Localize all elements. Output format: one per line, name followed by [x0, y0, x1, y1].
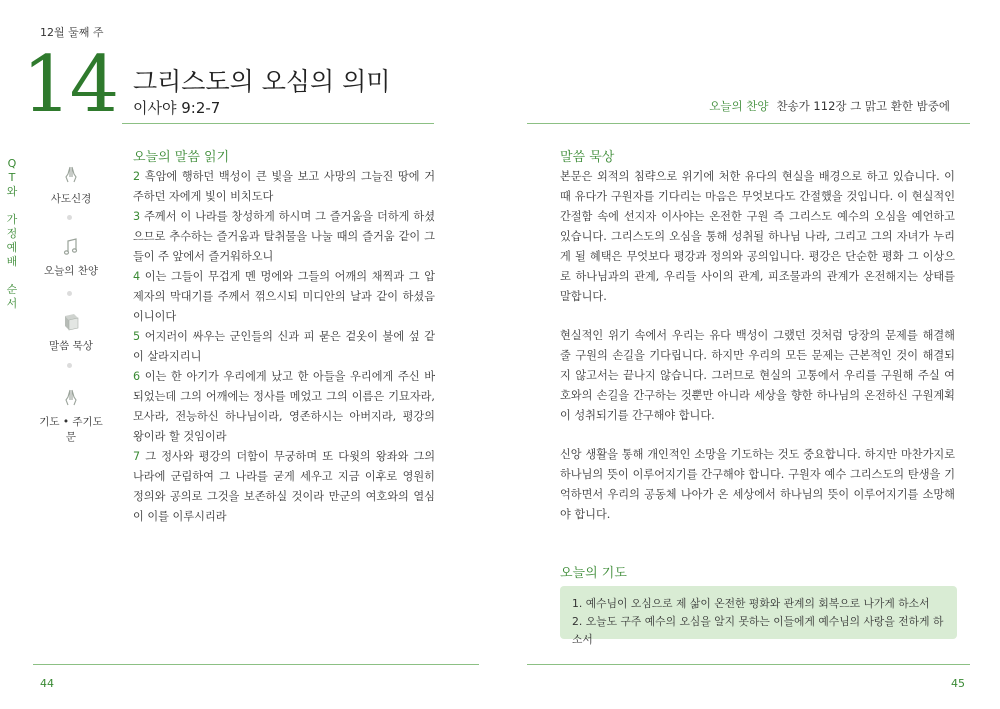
left-footer-rule [33, 664, 479, 665]
hymn-text: 찬송가 112장 그 맑고 환한 밤중에 [776, 99, 950, 113]
vertical-char: 정 [6, 227, 18, 240]
sidebar-item-label: 말씀 묵상 [49, 340, 93, 352]
separator-dot [67, 291, 72, 296]
right-footer-rule [527, 664, 970, 665]
verse: 6 이는 한 아기가 우리에게 났고 한 아들을 우리에게 주신 바 되었는데 그의 어깨에는 정사를 메었고 그의 이름은 기묘자라, 모사라, 전능하신 하나님이라, 영존하시는 아버지라, 평강의 왕이라 할 것임이라 [133, 370, 435, 443]
left-page-number: 44 [40, 677, 54, 690]
sidebar-item-label: 오늘의 찬양 [43, 265, 99, 277]
verse: 7 그 정사와 평강의 더함이 무궁하며 또 다윗의 왕좌와 그의 나라에 군림하여 그 나라를 굳게 세우고 지금 이후로 영원히 정의와 공의로 그것을 보존하실 것이라 만군의 여호와의 열심이 이를 이루시리라 [133, 450, 436, 523]
hymn-of-day [709, 98, 950, 114]
prayer-item: 2. 오늘도 구주 예수의 오심을 알지 못하는 이들에게 예수님의 사랑을 전하게 하소서 [572, 615, 944, 646]
vertical-char: 예 [6, 241, 18, 254]
bible-book-icon [61, 312, 81, 332]
sidebar-item-creed [40, 165, 102, 206]
verse: 3 주께서 이 나라를 창성하게 하시며 그 즐거움을 더하게 하셨으므로 추수하는 즐거움과 탈취물을 나눌 때의 즐거움 같이 그들이 주 앞에서 즐거워하오니 [133, 210, 435, 263]
page-title: 그리스도의 오심의 의미 [133, 67, 391, 96]
music-note-icon [61, 237, 81, 257]
sidebar-item-prayer [37, 388, 105, 444]
left-header-rule [122, 123, 434, 124]
verse: 2 흑암에 행하던 백성이 큰 빛을 보고 사망의 그늘진 땅에 거주하던 자에게 빛이 비치도다 [133, 170, 435, 203]
meditation-paragraph: 본문은 외적의 침략으로 위기에 처한 유다의 현실을 배경으로 하고 있습니다. 이때 유다가 구원자를 기다리는 마음은 무엇보다도 간절했을 것입니다. 이 현실적인 간절함 속에 선지자 이사야는 온전한 구원 즉 그리스도 예수의 오심을 예언하고 있습니다. 그리스도의 오심을 통해 성취될 하나님 나라, 그리고 그의 자녀가 누리게 될 혜택은 무엇보다 평강과 정의와 공의입니다. 평강은 단순한 평화 그 이상으로 하나님과의 관계, 우리들 사이의 관계, 피조물과의 관계가 온전해지는 상태를 말합니다. [560, 170, 955, 303]
praying-hands-icon [61, 388, 81, 408]
qt-order-vertical-label [5, 157, 19, 311]
verse: 5 어지러이 싸우는 군인들의 신과 피 묻은 겉옷이 불에 섶 같이 살라지리니 [133, 330, 435, 363]
prayer-list [560, 586, 957, 649]
vertical-char: 와 [6, 185, 18, 198]
prayer-item: 1. 예수님이 오심으로 제 삶이 온전한 평화와 관계의 회복으로 나가게 하소서 [572, 597, 930, 610]
prayer-heading: 오늘의 기도 [560, 566, 627, 581]
verse: 4 이는 그들이 무겁게 멘 멍에와 그들의 어깨의 채찍과 그 압제자의 막대기를 주께서 꺾으시되 미디안의 날과 같이 하셨음이니이다 [133, 270, 435, 323]
sidebar-item-hymn [40, 237, 102, 278]
hymn-label: 오늘의 찬양 [709, 99, 769, 113]
bible-reading-text [133, 167, 435, 527]
scripture-reference: 이사야 9:2-7 [133, 99, 221, 117]
right-header-rule [527, 123, 970, 124]
day-number: 14 [22, 40, 118, 130]
right-page-number: 45 [951, 677, 965, 690]
week-label: 12월 둘째 주 [40, 26, 104, 39]
sidebar-item-meditation [40, 312, 102, 353]
separator-dot [67, 215, 72, 220]
meditation-heading: 말씀 묵상 [560, 150, 615, 165]
separator-dot [67, 363, 72, 368]
vertical-char: T [8, 171, 16, 184]
vertical-char: 서 [6, 297, 18, 310]
prayer-box [560, 586, 957, 646]
praying-hands-icon [61, 165, 81, 185]
meditation-text [560, 167, 955, 544]
vertical-char: 배 [6, 255, 18, 268]
vertical-char: 순 [6, 283, 18, 296]
meditation-paragraph: 신앙 생활을 통해 개인적인 소망을 기도하는 것도 중요합니다. 하지만 마찬가지로 하나님의 뜻이 이루어지기를 간구해야 합니다. 구원자 예수 그리스도의 탄생을 기억하면서 우리의 공동체 나아가 온 세상에서 하나님의 뜻이 이루어지기를 소망해야 합니다. [560, 448, 955, 521]
bible-reading-heading: 오늘의 말씀 읽기 [133, 150, 230, 165]
vertical-char: 가 [6, 213, 18, 226]
sidebar-item-label: 사도신경 [50, 193, 92, 205]
meditation-paragraph: 현실적인 위기 속에서 우리는 유다 백성이 그랬던 것처럼 당장의 문제를 해결해 줄 구원의 손길을 기다립니다. 하지만 우리의 모든 문제는 근본적인 것이 해결되지 않고서는 끝나지 않습니다. 그러므로 현실의 고통에서 우리를 구원해 주실 여호와의 손길을 간구하는 것뿐만 아니라 세상을 향한 하나님의 온전하신 구원계획이 성취되기를 간구해야 합니다. [560, 329, 955, 422]
vertical-char: Q [7, 157, 17, 170]
sidebar-item-label: 기도 • 주기도문 [39, 416, 103, 443]
